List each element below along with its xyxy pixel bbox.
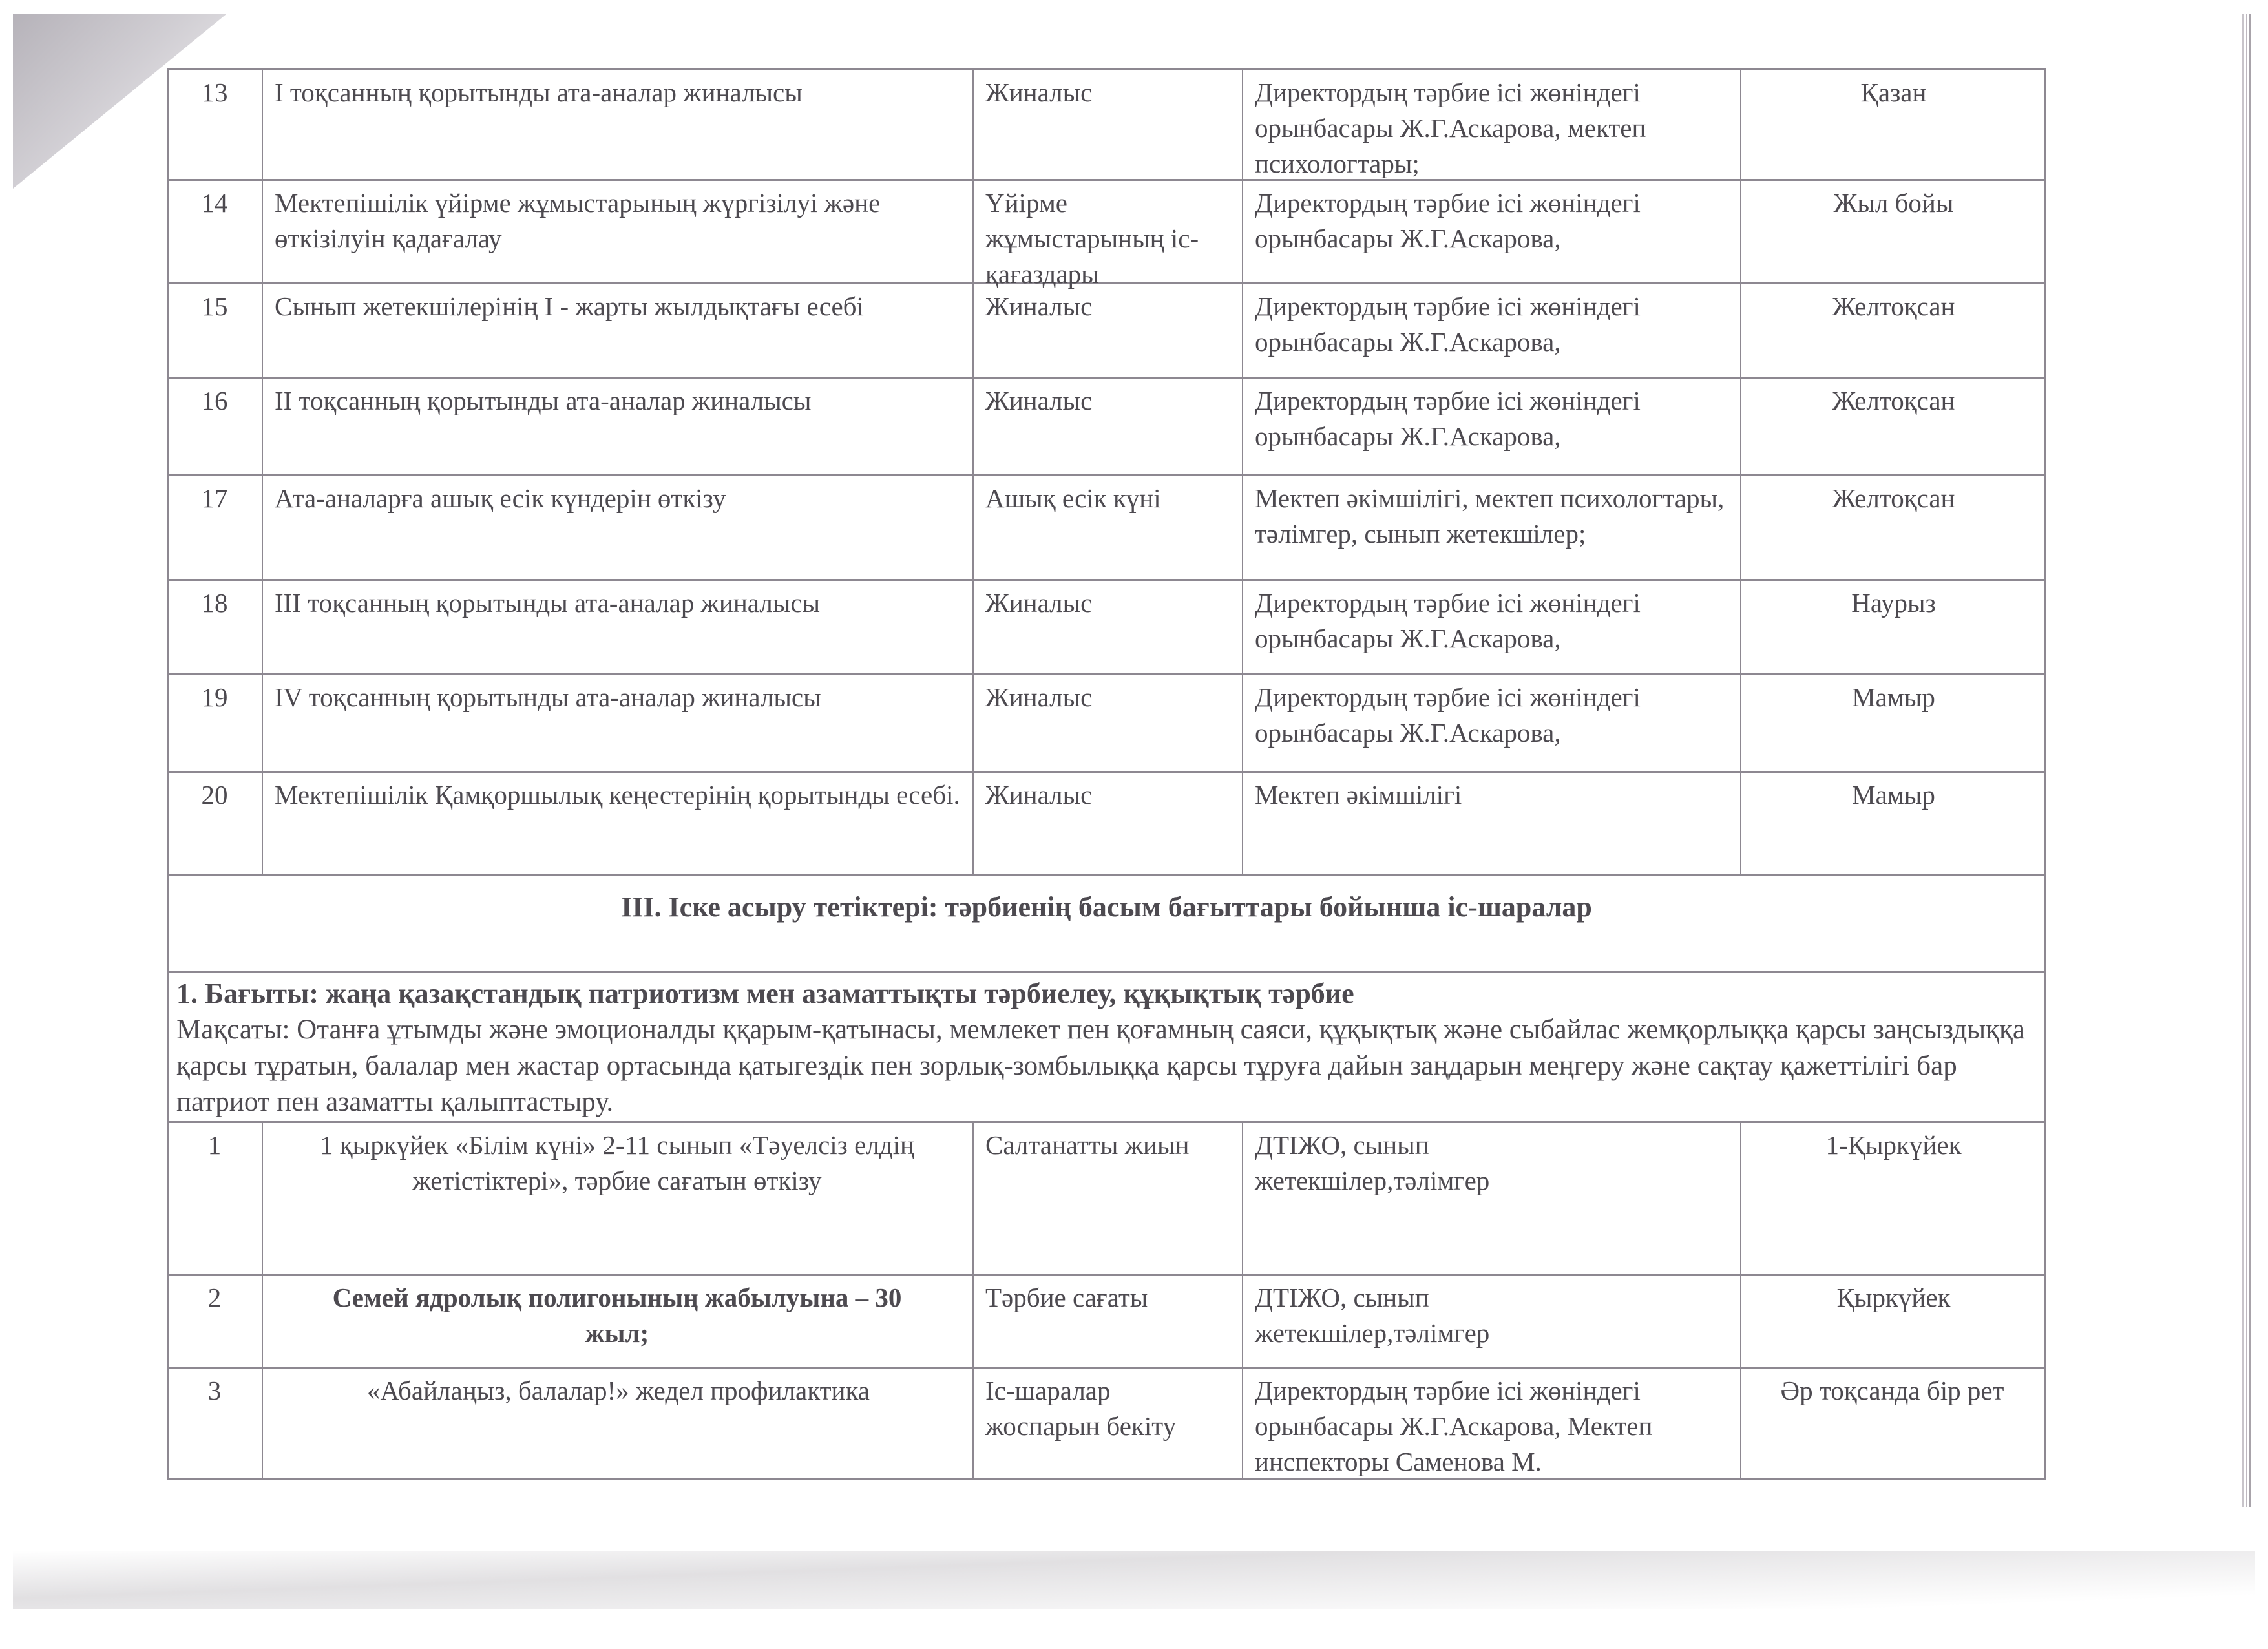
date-cell: Мамыр: [1852, 682, 1935, 712]
responsible-cell: Директордың тәрбие ісі жөніндегі орынбасары Ж.Г.Аскарова, мектеп психологтары;: [1255, 78, 1646, 178]
responsible-cell: Директордың тәрбие ісі жөніндегі орынбасары Ж.Г.Аскарова, Мектеп инспекторы Саменова М.: [1255, 1376, 1653, 1476]
event-cell: Мектепішілік Қамқоршылық кеңестерінің қорытынды есебі.: [275, 780, 960, 810]
direction-block: [176, 976, 2037, 1120]
event-cell: ІІ тоқсанның қорытынды ата-аналар жиналысы: [275, 386, 812, 415]
plan-table: [167, 68, 2046, 1480]
row-number: 2: [207, 1283, 222, 1312]
responsible-cell: Директордың тәрбие ісі жөніндегі орынбасары Ж.Г.Аскарова,: [1255, 682, 1641, 748]
form-cell: Салтанатты жиын: [985, 1130, 1190, 1160]
row-number: 16: [201, 386, 228, 415]
date-cell: Наурыз: [1851, 588, 1936, 618]
responsible-cell: Мектеп әкімшілігі, мектеп психологтары, тәлімгер, сынып жетекшілер;: [1255, 483, 1725, 549]
form-cell: Тәрбие сағаты: [985, 1283, 1148, 1312]
event-cell: Семей ядролық полигонының жабылуына – 30 жыл;: [332, 1283, 902, 1348]
direction-goal: Мақсаты: Отанға ұтымды және эмоционалды ққарым-қатынасы, мемлекет пен қоғамның саяси, құқықтық және сыбайлас жемқорлыққа қарсы заңсыздыққа қарсы тұратын, балалар мен жастар ортасында қатыгездік пен зорлық-зомбылыққа қарсы тұруға дайын заңдарын меңгеру және сақтау қажеттілігі бар патриот пен азаматты қалыптастыру.: [176, 1014, 2025, 1117]
form-cell: Жиналыс: [985, 386, 1093, 415]
event-cell: Мектепішілік үйірме жұмыстарының жүргізілуі және өткізілуін қадағалау: [275, 188, 881, 253]
scan-bottom-shadow: [13, 1551, 2255, 1609]
row-divider: [167, 971, 2046, 973]
date-cell: Желтоқсан: [1832, 386, 1955, 415]
row-number: 18: [201, 588, 228, 618]
event-cell: ІІІ тоқсанның қорытынды ата-аналар жиналысы: [275, 588, 821, 618]
responsible-cell: Директордың тәрбие ісі жөніндегі орынбасары Ж.Г.Аскарова,: [1255, 291, 1641, 357]
form-cell: Ашық есік күні: [985, 483, 1161, 513]
scan-page-edge: [2242, 14, 2251, 1507]
responsible-cell: ДТІЖО, сынып жетекшілер,тәлімгер: [1255, 1130, 1490, 1195]
responsible-cell: ДТІЖО, сынып жетекшілер,тәлімгер: [1255, 1283, 1490, 1348]
date-cell: Желтоқсан: [1832, 291, 1955, 321]
date-cell: Жыл бойы: [1833, 188, 1954, 218]
row-number: 13: [201, 78, 228, 107]
row-number: 14: [201, 188, 228, 218]
date-cell: Желтоқсан: [1832, 483, 1955, 513]
event-cell: 1 қыркүйек «Білім күні» 2-11 сынып «Тәуелсіз елдің жетістіктері», тәрбие сағатын өткізу: [320, 1130, 914, 1195]
form-cell: Үйірме жұмыстарының іс-қағаздары: [985, 188, 1199, 289]
form-cell: Жиналыс: [985, 291, 1093, 321]
date-cell: Мамыр: [1852, 780, 1935, 810]
row-number: 17: [201, 483, 228, 513]
form-cell: Жиналыс: [985, 780, 1093, 810]
date-cell: Әр тоқсанда бір рет: [1780, 1376, 2004, 1405]
form-cell: Іс-шаралар жоспарын бекіту: [985, 1376, 1177, 1441]
row-divider: [167, 874, 2046, 876]
event-cell: IV тоқсанның қорытынды ата-аналар жиналысы: [275, 682, 821, 712]
event-cell: І тоқсанның қорытынды ата-аналар жиналысы: [275, 78, 803, 107]
responsible-cell: Директордың тәрбие ісі жөніндегі орынбасары Ж.Г.Аскарова,: [1255, 188, 1641, 253]
responsible-cell: Директордың тәрбие ісі жөніндегі орынбасары Ж.Г.Аскарова,: [1255, 386, 1641, 451]
table-border: [167, 1478, 2046, 1480]
direction-heading: 1. Бағыты: жаңа қазақстандық патриотизм мен азаматтықты тәрбиелеу, құқықтық тәрбие: [176, 978, 1354, 1009]
date-cell: Қыркүйек: [1836, 1283, 1951, 1312]
row-number: 19: [201, 682, 228, 712]
row-number: 3: [207, 1376, 222, 1405]
responsible-cell: Директордың тәрбие ісі жөніндегі орынбасары Ж.Г.Аскарова,: [1255, 588, 1641, 653]
responsible-cell: Мектеп әкімшілігі: [1255, 780, 1462, 810]
form-cell: Жиналыс: [985, 682, 1093, 712]
section-title: ІІІ. Іске асыру тетіктері: тәрбиенің басым бағыттары бойынша іс-шаралар: [621, 891, 1592, 923]
row-number: 20: [201, 780, 228, 810]
event-cell: Ата-аналарға ашық есік күндерін өткізу: [275, 483, 726, 513]
row-number: 1: [207, 1130, 222, 1160]
row-number: 15: [201, 291, 228, 321]
date-cell: 1-Қыркүйек: [1825, 1130, 1962, 1160]
event-cell: Сынып жетекшілерінің I - жарты жылдықтағы есебі: [275, 291, 864, 321]
form-cell: Жиналыс: [985, 78, 1093, 107]
form-cell: Жиналыс: [985, 588, 1093, 618]
table-border: [2044, 68, 2046, 1480]
date-cell: Қазан: [1860, 78, 1927, 107]
event-cell: «Абайлаңыз, балалар!» жедел профилактика: [367, 1376, 870, 1405]
